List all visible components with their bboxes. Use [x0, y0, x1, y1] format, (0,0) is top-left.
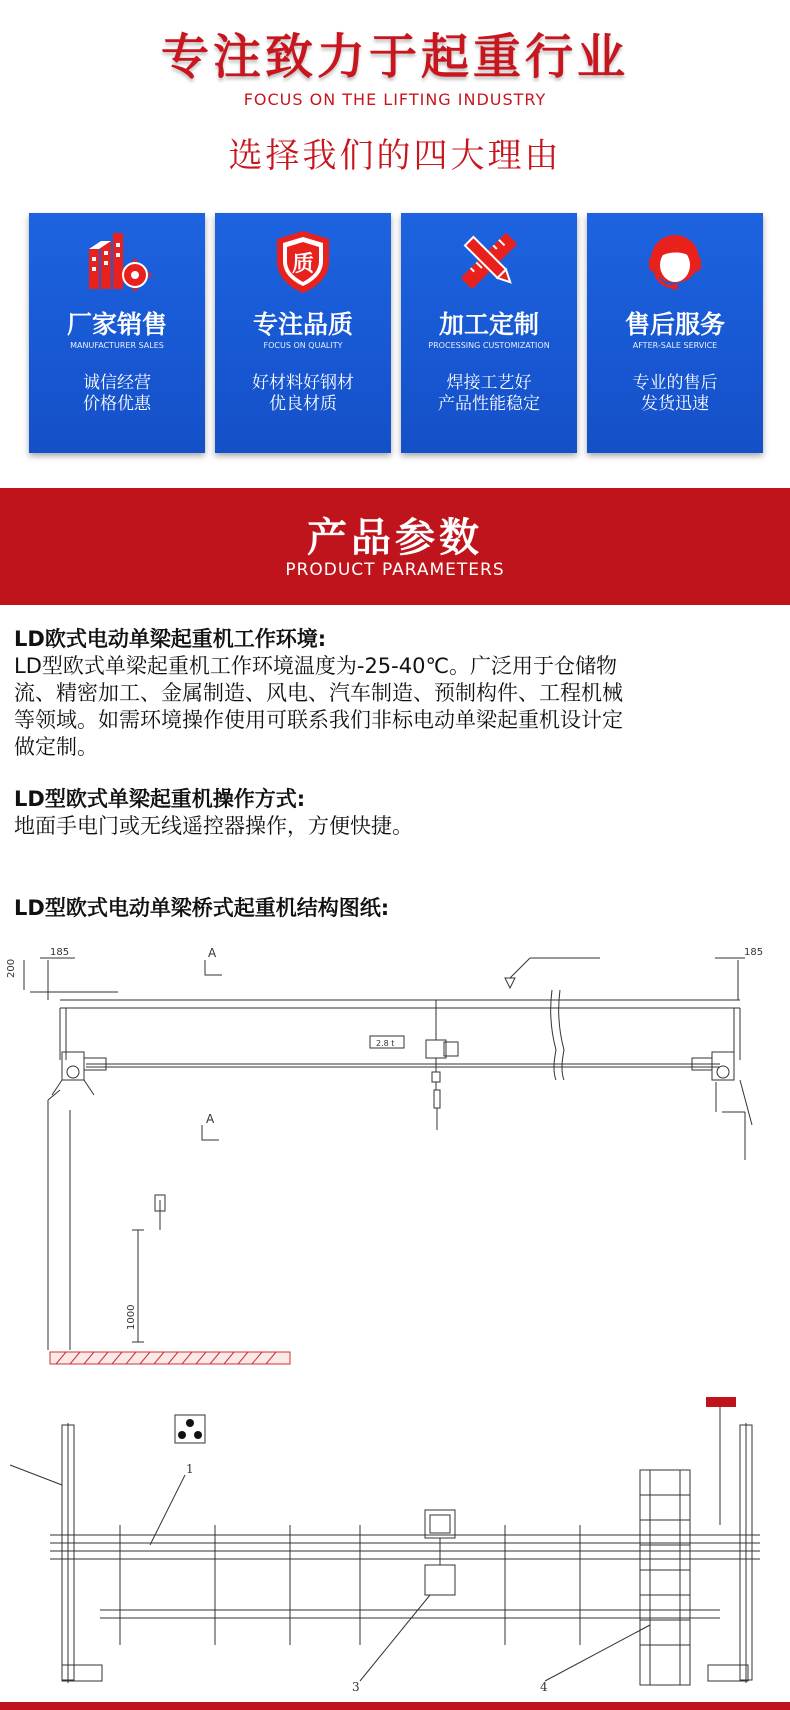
hero-subtitle: FOCUS ON THE LIFTING INDUSTRY — [243, 90, 547, 109]
card-line: 好材料好钢材 — [252, 373, 354, 393]
card-focus-quality — [215, 213, 391, 453]
quality-shield-icon — [269, 227, 337, 295]
pencil-ruler-icon — [455, 227, 523, 295]
capacity-box-label: 2.8 t — [376, 1039, 395, 1048]
factory-gear-icon — [83, 227, 151, 295]
card-subtitle: FOCUS ON QUALITY — [263, 341, 343, 350]
svg-text:质: 质 — [291, 252, 315, 277]
callout-1: 1 — [186, 1462, 194, 1476]
card-after-sale-service — [587, 213, 763, 453]
reasons-heading: 选择我们的四大理由 — [228, 136, 562, 176]
structure-heading: LD型欧式电动单梁桥式起重机结构图纸: — [14, 896, 390, 920]
card-line: 价格优惠 — [83, 394, 151, 414]
section-mark: A — [208, 946, 217, 960]
card-line: 专业的售后 — [632, 373, 718, 393]
card-line: 诚信经营 — [83, 373, 151, 393]
dimension-vertical: 200 — [6, 958, 17, 978]
environment-line: 等领域。如需环境操作使用可联系我们非标电动单梁起重机设计定 — [14, 708, 623, 732]
card-line: 发货迅速 — [641, 394, 709, 414]
card-subtitle: AFTER-SALE SERVICE — [632, 341, 718, 350]
card-line: 焊接工艺好 — [446, 373, 532, 393]
height-dimension: 1000 — [126, 1304, 137, 1330]
environment-heading: LD欧式电动单梁起重机工作环境: — [14, 627, 327, 651]
banner-subtitle: PRODUCT PARAMETERS — [285, 560, 505, 580]
callout-3: 3 — [352, 1680, 360, 1694]
environment-line: 做定制。 — [14, 735, 98, 759]
card-title: 专注品质 — [252, 310, 353, 339]
environment-line: 流、精密加工、金属制造、风电、汽车制造、预制构件、工程机械 — [14, 681, 623, 705]
headset-service-icon — [641, 227, 709, 295]
callout-4: 4 — [540, 1680, 548, 1694]
product-parameters-banner — [0, 488, 790, 605]
card-subtitle: MANUFACTURER SALES — [70, 341, 164, 350]
crane-elevation-drawing — [0, 930, 790, 1370]
bottom-accent-bar — [0, 1702, 790, 1710]
hero-title: 专注致力于起重行业 — [160, 29, 629, 85]
banner-title: 产品参数 — [307, 515, 483, 561]
operation-heading: LD型欧式单梁起重机操作方式: — [14, 787, 306, 811]
card-manufacturer-sales — [29, 213, 205, 453]
card-title: 厂家销售 — [66, 310, 167, 339]
crane-plan-drawing — [0, 1385, 790, 1695]
card-title: 售后服务 — [624, 310, 725, 339]
dimension-right: 185 — [744, 947, 764, 958]
card-subtitle: PROCESSING CUSTOMIZATION — [428, 341, 550, 350]
card-line: 产品性能稳定 — [438, 394, 540, 414]
card-line: 优良材质 — [269, 394, 337, 414]
hero-section — [0, 0, 790, 195]
operation-body: 地面手电门或无线遥控器操作，方便快捷。 — [14, 814, 413, 838]
card-title: 加工定制 — [438, 310, 539, 339]
environment-line: LD型欧式单梁起重机工作环境温度为-25-40℃。广泛用于仓储物 — [14, 654, 618, 678]
dimension-left: 185 — [50, 947, 70, 958]
card-processing-customization — [401, 213, 577, 453]
reason-cards — [29, 213, 764, 453]
section-mark-lower: A — [206, 1112, 215, 1126]
